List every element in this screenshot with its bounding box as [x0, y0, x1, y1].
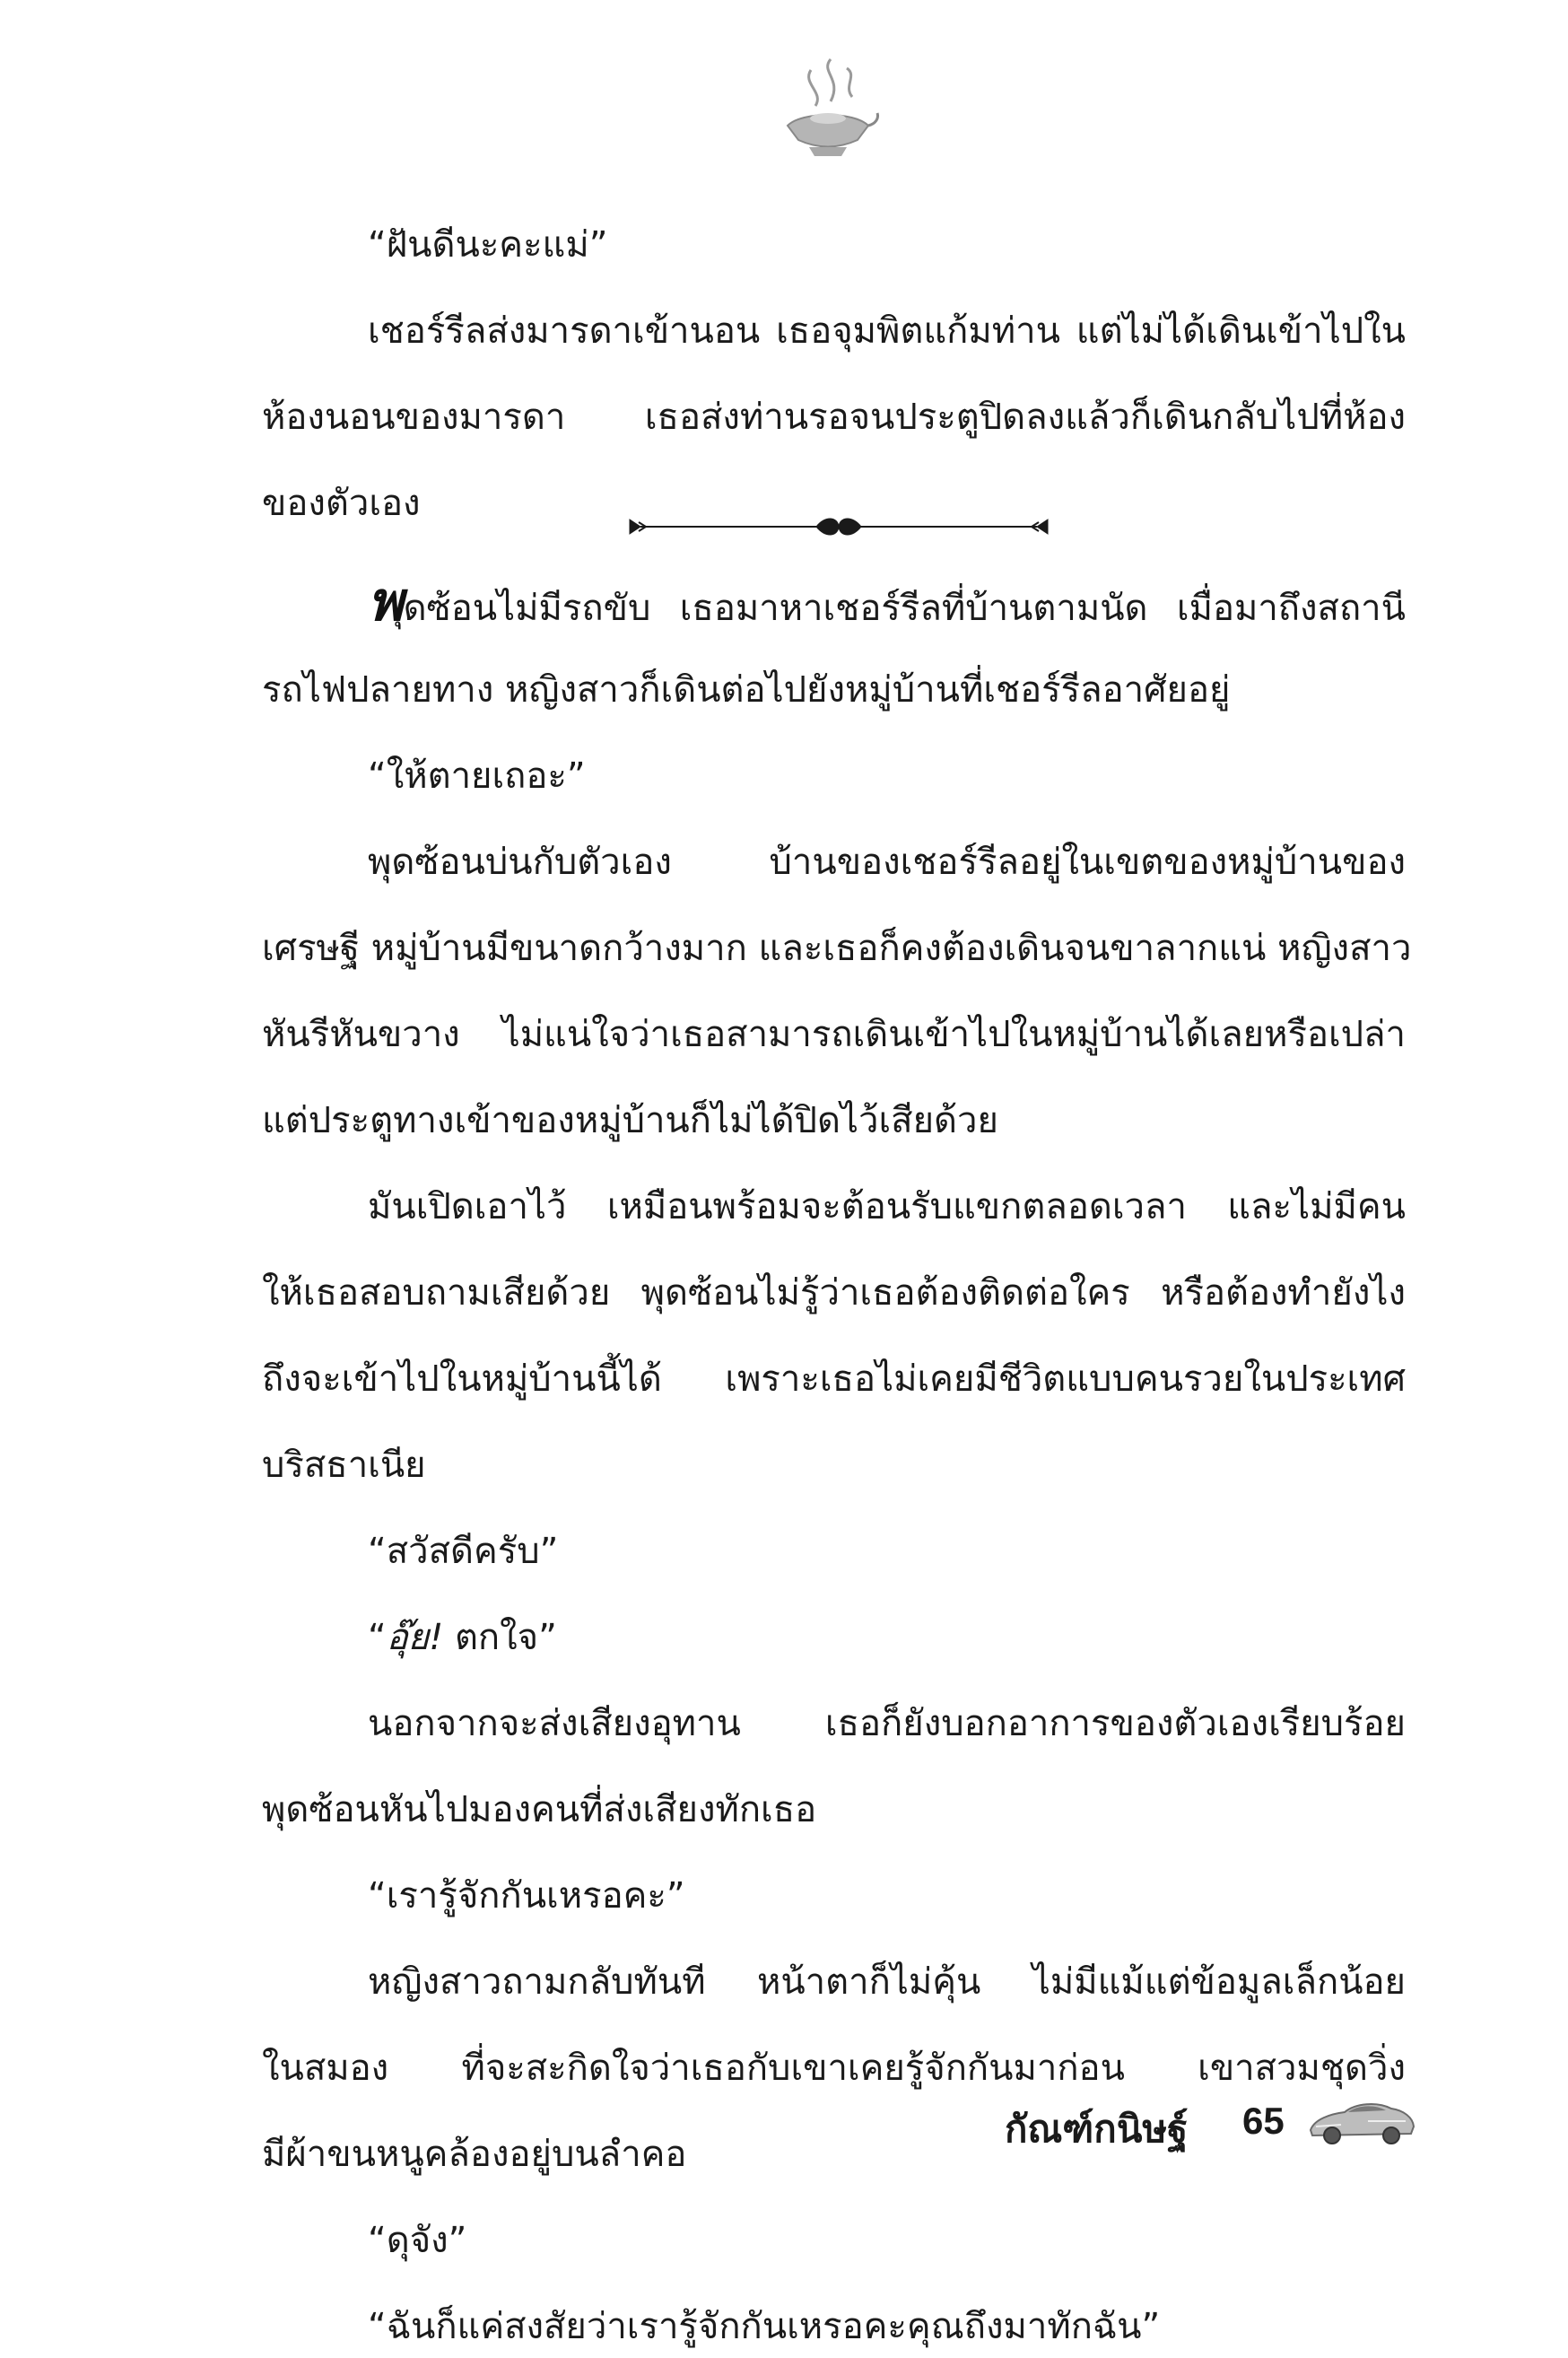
paragraph-line: พุดซ้อนหันไปมองคนที่ส่งเสียงทักเธอ — [262, 1789, 817, 1830]
page-number: 65 — [1242, 2100, 1285, 2142]
paragraph-dialogue: “เรารู้จักกันเหรอคะ” — [368, 1875, 685, 1917]
italic-exclamation: อุ๊ย! — [386, 1617, 444, 1658]
paragraph-text: ุดซ้อนไม่มีรถขับ เธอมาหาเชอร์รีลที่บ้านตามนัด เมื่อมาถึงสถานี — [403, 588, 1406, 629]
paragraph-line: ถึงจะเข้าไปในหมู่บ้านนี้ได้ เพราะเธอไม่เคยมีชีวิตแบบคนรวยในประเทศ — [262, 1358, 1406, 1400]
paragraph-line: หญิงสาวถามกลับทันที หน้าตาก็ไม่คุ้น ไม่มีแม้แต่ข้อมูลเล็กน้อย — [368, 1961, 1406, 2003]
paragraph-line-dropcap — [368, 571, 1406, 633]
paragraph-line: มันเปิดเอาไว้ เหมือนพร้อมจะต้อนรับแขกตลอดเวลา และไม่มีคน — [368, 1186, 1406, 1227]
drop-cap: พ — [368, 571, 404, 633]
paragraph-line: ของตัวเอง — [262, 483, 421, 524]
dialogue-rest: ตกใจ” — [443, 1617, 557, 1658]
paragraph-line: เชอร์รีลส่งมารดาเข้านอน เธอจุมพิตแก้มท่าน แต่ไม่ได้เดินเข้าไปใน — [368, 310, 1406, 352]
paragraph-line: ห้องนอนของมารดา เธอส่งท่านรอจนประตูปิดลงแล้วก็เดินกลับไปที่ห้อง — [262, 397, 1406, 438]
paragraph-line: ให้เธอสอบถามเสียด้วย พุดซ้อนไม่รู้ว่าเธอต้องติดต่อใคร หรือต้องทำยังไง — [262, 1272, 1406, 1314]
paragraph-dialogue: “สวัสดีครับ” — [368, 1531, 559, 1572]
paragraph-line: มีผ้าขนหนูคล้องอยู่บนลำคอ — [262, 2134, 687, 2175]
paragraph-dialogue: “ดุจัง” — [368, 2220, 467, 2261]
page-footer — [1005, 2091, 1417, 2162]
quote-open: “ — [368, 1617, 387, 1658]
paragraph-line: บริสธาเนีย — [262, 1445, 426, 1486]
paragraph-line: พุดซ้อนบ่นกับตัวเอง บ้านของเชอร์รีลอยู่ในเขตของหมู่บ้านของ — [368, 842, 1406, 883]
paragraph-line: หันรีหันขวาง ไม่แน่ใจว่าเธอสามารถเดินเข้าไปในหมู่บ้านได้เลยหรือเปล่า — [262, 1014, 1406, 1055]
paragraph-dialogue: “ฝันดีนะคะแม่” — [368, 224, 608, 266]
paragraph-dialogue — [368, 1606, 557, 1669]
paragraph-line: แต่ประตูทางเข้าของหมู่บ้านก็ไม่ได้ปิดไว้เสียด้วย — [262, 1100, 998, 1141]
paragraph-dialogue: “ฉันก็แค่สงสัยว่าเรารู้จักกันเหรอคะคุณถึงมาทักฉัน” — [368, 2306, 1161, 2347]
paragraph-line: เศรษฐี หมู่บ้านมีขนาดกว้างมาก และเธอก็คงต้องเดินจนขาลากแน่ หญิงสาว — [262, 928, 1412, 969]
paragraph-line: ในสมอง ที่จะสะกิดใจว่าเธอกับเขาเคยรู้จักกันมาก่อน เขาสวมชุดวิ่ง — [262, 2048, 1406, 2089]
ornamental-divider — [628, 511, 1050, 542]
paragraph-line: นอกจากจะส่งเสียงอุทาน เธอก็ยังบอกอาการของตัวเองเรียบร้อย — [368, 1703, 1406, 1744]
paragraph-dialogue: “ให้ตายเถอะ” — [368, 755, 586, 797]
genie-lamp-icon — [775, 52, 881, 162]
book-title: กัณฑ์กนิษฐ์ — [1005, 2107, 1189, 2151]
paragraph-line: รถไฟปลายทาง หญิงสาวก็เดินต่อไปยังหมู่บ้านที่เชอร์รีลอาศัยอยู่ — [262, 669, 1231, 711]
car-icon — [1305, 2091, 1417, 2153]
